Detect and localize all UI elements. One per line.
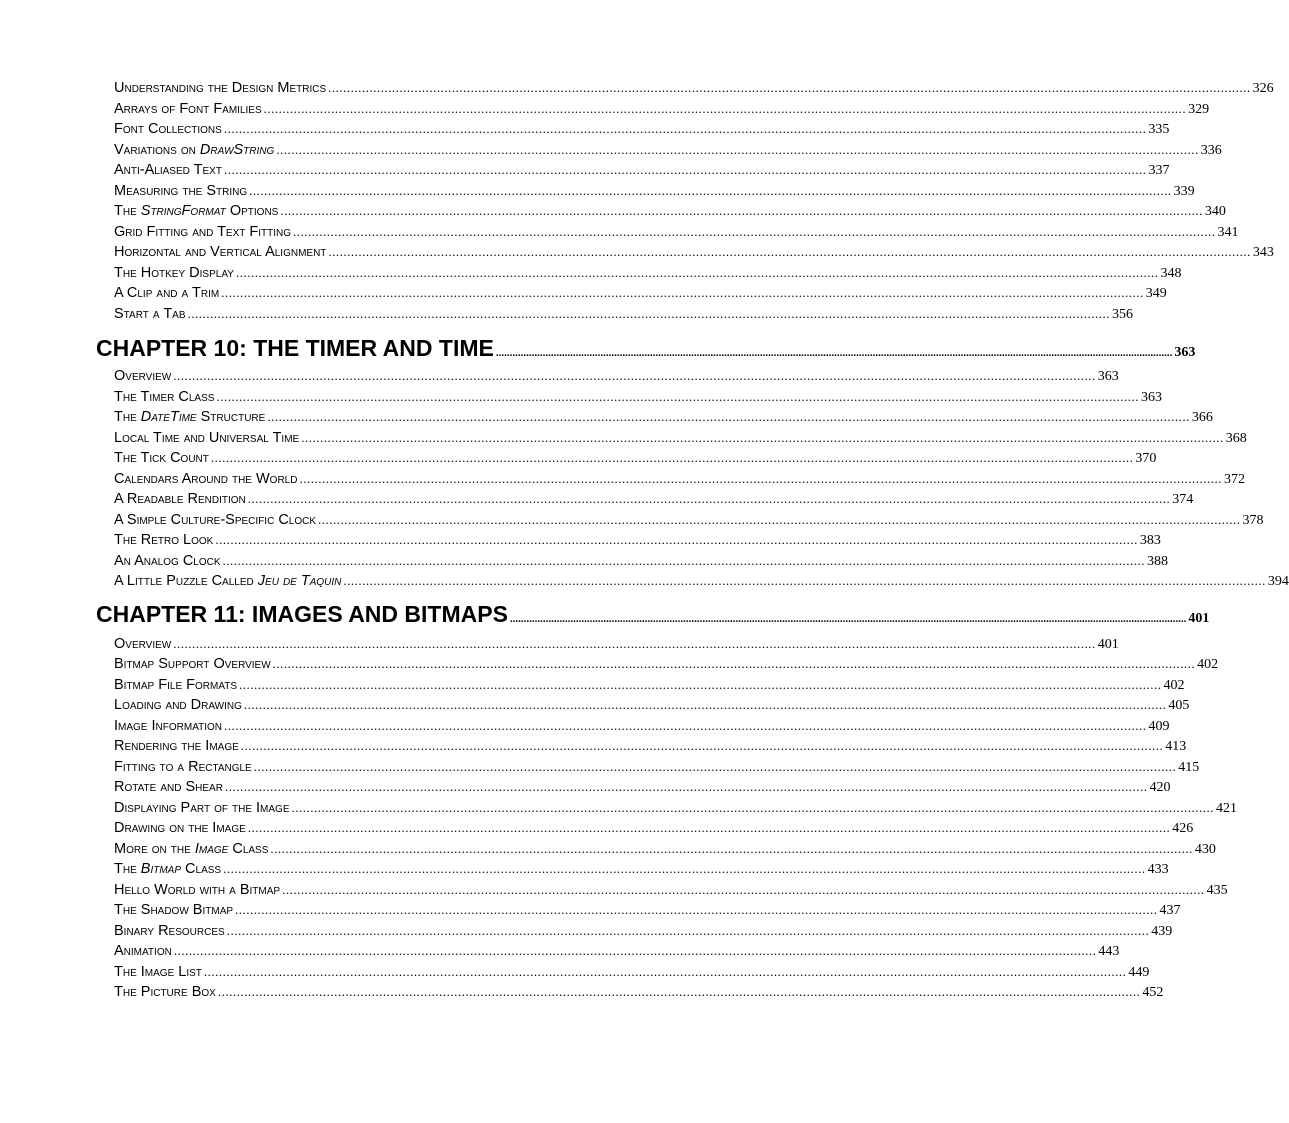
dot-leader: ...................................................................................................................................................................................................................................................... xyxy=(293,224,1216,239)
dot-leader: ...................................................................................................................................................................................................................................................... xyxy=(328,80,1251,95)
page-number: 335 xyxy=(1148,122,1170,137)
toc-entry-title xyxy=(114,861,221,877)
title-text: The Hotkey Display xyxy=(114,265,234,281)
toc-entry[interactable] xyxy=(114,224,1239,241)
title-text: The Shadow Bitmap xyxy=(114,902,234,918)
toc-entry-title xyxy=(114,656,271,672)
toc-entry-title xyxy=(114,882,280,898)
toc-entry[interactable] xyxy=(114,697,1190,714)
toc-entry-title xyxy=(114,244,326,260)
dot-leader: ...................................................................................................................................................................................................................................................... xyxy=(173,636,1096,651)
dot-leader: ...................................................................................................................................................................................................................................................... xyxy=(215,532,1138,547)
toc-entry-title xyxy=(114,923,225,939)
page-number: 370 xyxy=(1135,451,1157,466)
toc-entry[interactable] xyxy=(114,450,1157,467)
page-number: 349 xyxy=(1145,286,1167,301)
title-text: Anti-Aliased Text xyxy=(114,162,222,178)
dot-leader: ...................................................................................................................................................................................................................................................... xyxy=(223,121,1147,136)
toc-entry-title xyxy=(114,162,222,178)
page-number: 439 xyxy=(1151,924,1173,939)
page-number: 402 xyxy=(1163,678,1185,693)
toc-entry-title xyxy=(114,203,278,219)
dot-leader: ...................................................................................................................................................................................................................................................... xyxy=(301,430,1224,445)
dot-leader: ...................................................................................................................................................................................................................................................... xyxy=(217,984,1141,999)
page-number: 437 xyxy=(1159,903,1181,918)
title-italic-text: Image xyxy=(194,841,229,857)
toc-entry-title xyxy=(114,409,265,425)
dot-leader: ...................................................................................................................................................................................................................................................... xyxy=(173,943,1097,958)
page-number: 449 xyxy=(1128,965,1150,980)
chapter-title xyxy=(96,601,508,628)
page-number: 366 xyxy=(1191,410,1213,425)
toc-entry[interactable] xyxy=(114,573,1289,590)
dot-leader: ...................................................................................................................................................................................................................................................... xyxy=(247,820,1171,835)
toc-entry-title xyxy=(114,389,214,405)
toc-entry-title xyxy=(114,80,326,96)
page-number: 363 xyxy=(1140,390,1162,405)
toc-entry-title xyxy=(114,841,268,857)
page-number: 336 xyxy=(1200,143,1222,158)
toc-entry-title xyxy=(114,697,242,713)
toc-entry[interactable] xyxy=(114,491,1194,508)
toc-entry-title xyxy=(114,553,221,569)
toc-entry[interactable] xyxy=(114,759,1200,776)
title-text: Loading and Drawing xyxy=(114,697,242,713)
toc-entry[interactable] xyxy=(114,101,1210,118)
dot-leader: ...................................................................................................................................................................................................................................................... xyxy=(263,101,1187,116)
page-number: 413 xyxy=(1165,739,1187,754)
title-text: The Retro Look xyxy=(114,532,214,548)
toc-entry-title xyxy=(114,512,316,528)
page-number: 368 xyxy=(1225,431,1247,446)
title-text: Bitmap File Formats xyxy=(114,677,238,693)
dot-leader: ...................................................................................................................................................................................................................................................... xyxy=(291,800,1214,815)
toc-entry-title xyxy=(114,285,219,301)
toc-entry[interactable] xyxy=(114,142,1222,159)
title-text: The xyxy=(114,203,141,219)
toc-entry[interactable] xyxy=(114,902,1181,919)
toc-entry[interactable] xyxy=(114,841,1216,858)
dot-leader: ...................................................................................................................................................................................................................................................... xyxy=(223,861,1146,876)
toc-entry-title xyxy=(114,450,209,466)
title-text-suffix: Class xyxy=(228,841,269,857)
title-text: Rotate and Shear xyxy=(114,779,223,795)
dot-leader: ...................................................................................................................................................................................................................................................... xyxy=(240,738,1164,753)
toc-entry-title xyxy=(114,430,299,446)
dot-leader: ...................................................................................................................................................................................................................................................... xyxy=(226,923,1150,938)
page-number: 340 xyxy=(1204,204,1226,219)
toc-entry-title xyxy=(114,121,222,137)
dot-leader: ...................................................................................................................................................................................................................................................... xyxy=(224,779,1148,794)
toc-entry[interactable] xyxy=(114,430,1247,447)
title-text: A Clip and a Trim xyxy=(114,285,220,301)
toc-entry[interactable] xyxy=(114,409,1213,426)
title-text: An Analog Clock xyxy=(114,553,221,569)
dot-leader: ...................................................................................................................................................................................................................................................... xyxy=(272,656,1196,671)
title-text: A Little Puzzle Called xyxy=(114,573,258,589)
chapter-heading[interactable] xyxy=(96,335,1196,362)
dot-leader: ...................................................................................................................................................................................................................................................... xyxy=(235,902,1158,917)
toc-entry[interactable] xyxy=(114,306,1134,323)
chapter-title xyxy=(96,335,494,362)
title-text: The Timer Class xyxy=(114,389,215,405)
toc-entry-title xyxy=(114,902,233,918)
title-text: Bitmap Support Overview xyxy=(114,656,271,672)
toc-entry-title xyxy=(114,718,222,734)
dot-leader: ...................................................................................................................................................................................................................................................... xyxy=(203,964,1127,979)
toc-entry-title xyxy=(114,800,290,816)
dot-leader: ...................................................................................................................................................................................................................................................... xyxy=(243,697,1167,712)
page-number: 452 xyxy=(1142,985,1164,1000)
title-text: Horizontal and Vertical Alignment xyxy=(114,244,327,260)
toc-entry-title xyxy=(114,224,291,240)
toc-entry[interactable] xyxy=(114,203,1226,220)
chapter-heading[interactable] xyxy=(96,601,1210,628)
title-text: Local Time and Universal Time xyxy=(114,430,300,446)
title-text: Image Information xyxy=(114,718,223,734)
toc-entry-title xyxy=(114,265,234,281)
dot-leader: ...................................................................................................................................................................................................................................................... xyxy=(276,142,1199,157)
page-number: 394 xyxy=(1267,574,1289,589)
toc-entry[interactable] xyxy=(114,861,1169,878)
page-number: 341 xyxy=(1217,225,1239,240)
toc-entry[interactable] xyxy=(114,553,1169,570)
dot-leader: ...................................................................................................................................................................................................................................................... xyxy=(222,553,1146,568)
toc-entry[interactable] xyxy=(114,943,1120,960)
dot-leader: ...................................................................................................................................................................................................................................................... xyxy=(221,285,1144,300)
toc-entry[interactable] xyxy=(114,677,1185,694)
title-text: Understanding the Design Metrics xyxy=(114,80,327,96)
page-number: 363 xyxy=(1097,369,1119,384)
toc-entry[interactable] xyxy=(114,368,1119,385)
title-text: Displaying Part of the Image xyxy=(114,800,290,816)
title-text: Font Collections xyxy=(114,121,222,137)
toc-entry-title xyxy=(114,183,247,199)
page-number: 443 xyxy=(1098,944,1120,959)
title-italic-text: DateTime xyxy=(140,409,197,425)
toc-entry[interactable] xyxy=(114,80,1274,97)
title-text: More on the xyxy=(114,841,195,857)
toc-entry[interactable] xyxy=(114,512,1264,529)
title-text: CHAPTER 10: THE TIMER AND TIME xyxy=(96,335,494,361)
toc-entry[interactable] xyxy=(114,162,1170,179)
toc-entry-title xyxy=(114,820,246,836)
toc-entry[interactable] xyxy=(114,285,1167,302)
title-text: Calendars Around the World xyxy=(114,471,298,487)
page-number: 402 xyxy=(1197,657,1219,672)
toc-entry[interactable] xyxy=(114,244,1274,261)
toc-entry-title xyxy=(114,532,213,548)
title-text-suffix: Options xyxy=(225,203,279,219)
page-number: 433 xyxy=(1147,862,1169,877)
title-text: CHAPTER 11: IMAGES AND BITMAPS xyxy=(96,601,508,627)
dot-leader: ...................................................................................................................................................................................................................................................... xyxy=(282,882,1205,897)
page-number: 383 xyxy=(1139,533,1161,548)
dot-leader: ...................................................................................................................................................................................................................................................... xyxy=(247,491,1171,506)
toc-entry-title xyxy=(114,142,274,158)
page-number: 426 xyxy=(1172,821,1194,836)
title-text-suffix: Class xyxy=(181,861,222,877)
toc-entry-title xyxy=(114,306,186,322)
page-number: 363 xyxy=(1174,345,1196,360)
toc-entry-title xyxy=(114,368,171,384)
toc-entry-title xyxy=(114,984,216,1000)
title-text: Measuring the String xyxy=(114,183,248,199)
dot-leader: ...................................................................................................................................................................................................................................................... xyxy=(239,677,1162,692)
dot-leader: ...................................................................................................................................................................................................................................................... xyxy=(235,265,1159,280)
toc-entry-title xyxy=(114,759,252,775)
page-number: 337 xyxy=(1148,163,1170,178)
dot-leader: ...................................................................................................................................................................................................................................................... xyxy=(280,203,1203,218)
dot-leader: ...................................................................................................................................................................................................................................................... xyxy=(223,162,1147,177)
dot-leader: ...................................................................................................................................................................................................................................................... xyxy=(216,389,1139,404)
toc-entry[interactable] xyxy=(114,471,1245,488)
dot-leader: ...................................................................................................................................................................................................................................................... xyxy=(267,409,1190,424)
page-number: 372 xyxy=(1223,472,1245,487)
toc-entry[interactable] xyxy=(114,265,1182,282)
title-text: Variations on xyxy=(114,142,200,158)
title-text: Drawing on the Image xyxy=(114,820,246,836)
title-text-suffix: Structure xyxy=(196,409,266,425)
toc-entry-title xyxy=(114,573,341,589)
page-number: 415 xyxy=(1178,760,1200,775)
title-text: Fitting to a Rectangle xyxy=(114,759,252,775)
page-number: 421 xyxy=(1216,801,1237,816)
dot-leader: ...................................................................................................................................................................................................................................................... xyxy=(509,613,1187,625)
toc-entry-title xyxy=(114,636,171,652)
page-number: 430 xyxy=(1194,842,1216,857)
page-number: 401 xyxy=(1188,611,1210,626)
toc-entry[interactable] xyxy=(114,183,1195,200)
toc-entry[interactable] xyxy=(114,800,1237,817)
title-text: Grid Fitting and Text Fitting xyxy=(114,224,292,240)
title-italic-text: StringFormat xyxy=(140,203,226,219)
page-number: 374 xyxy=(1172,492,1194,507)
page-number: 343 xyxy=(1252,245,1274,260)
page-number: 435 xyxy=(1206,883,1228,898)
title-text: Arrays of Font Families xyxy=(114,101,262,117)
title-text: A Simple Culture-Specific Clock xyxy=(114,512,317,528)
toc-entry-title xyxy=(114,738,239,754)
title-text: A Readable Rendition xyxy=(114,491,246,507)
toc-entry[interactable] xyxy=(114,964,1150,981)
dot-leader: ...................................................................................................................................................................................................................................................... xyxy=(343,573,1266,588)
dot-leader: ...................................................................................................................................................................................................................................................... xyxy=(224,718,1147,733)
title-italic-text: Bitmap xyxy=(140,861,182,877)
dot-leader: ...................................................................................................................................................................................................................................................... xyxy=(318,512,1241,527)
title-italic-text: Jeu de Taquin xyxy=(257,573,342,589)
title-text: Hello World with a Bitmap xyxy=(114,882,281,898)
title-text: The xyxy=(114,861,141,877)
dot-leader: ...................................................................................................................................................................................................................................................... xyxy=(187,306,1111,321)
dot-leader: ...................................................................................................................................................................................................................................................... xyxy=(253,759,1177,774)
toc-entry[interactable] xyxy=(114,121,1170,138)
page-number: 405 xyxy=(1168,698,1190,713)
toc-entry[interactable] xyxy=(114,882,1228,899)
toc-entry-title xyxy=(114,779,223,795)
toc-entry[interactable] xyxy=(114,984,1164,1001)
title-text: Animation xyxy=(114,943,172,959)
toc-entry[interactable] xyxy=(114,718,1170,735)
page-number: 388 xyxy=(1147,554,1169,569)
toc-entry-title xyxy=(114,491,246,507)
dot-leader: ...................................................................................................................................................................................................................................................... xyxy=(328,244,1251,259)
title-text: Rendering the Image xyxy=(114,738,239,754)
dot-leader: ...................................................................................................................................................................................................................................................... xyxy=(299,471,1222,486)
title-italic-text: DrawString xyxy=(199,142,275,158)
page-number: 326 xyxy=(1252,81,1274,96)
toc-entry[interactable] xyxy=(114,779,1171,796)
title-text: The Tick Count xyxy=(114,450,209,466)
title-text: The Image List xyxy=(114,964,202,980)
dot-leader: ...................................................................................................................................................................................................................................................... xyxy=(270,841,1193,856)
toc-entry[interactable] xyxy=(114,738,1187,755)
toc-entry-title xyxy=(114,943,172,959)
toc-entry[interactable] xyxy=(114,636,1119,653)
dot-leader: ...................................................................................................................................................................................................................................................... xyxy=(210,450,1134,465)
toc-entry-title xyxy=(114,471,297,487)
toc-entry[interactable] xyxy=(114,532,1161,549)
title-text: Binary Resources xyxy=(114,923,225,939)
page-number: 420 xyxy=(1149,780,1171,795)
title-text: Overview xyxy=(114,636,172,652)
toc-entry-title xyxy=(114,101,262,117)
toc-entry[interactable] xyxy=(114,820,1194,837)
title-text: Start a Tab xyxy=(114,306,186,322)
toc-entry[interactable] xyxy=(114,923,1173,940)
page-number: 378 xyxy=(1242,513,1264,528)
dot-leader: ...................................................................................................................................................................................................................................................... xyxy=(249,183,1172,198)
page-number: 348 xyxy=(1160,266,1182,281)
title-text: Overview xyxy=(114,368,172,384)
toc-entry[interactable] xyxy=(114,389,1162,406)
page-number: 329 xyxy=(1188,102,1210,117)
page-number: 401 xyxy=(1097,637,1119,652)
title-text: The xyxy=(114,409,141,425)
page-number: 356 xyxy=(1112,307,1134,322)
page-number: 409 xyxy=(1148,719,1170,734)
dot-leader: ...................................................................................................................................................................................................................................................... xyxy=(173,368,1096,383)
title-text: The Picture Box xyxy=(114,984,216,1000)
toc-entry[interactable] xyxy=(114,656,1219,673)
page-number: 339 xyxy=(1173,184,1195,199)
toc-entry-title xyxy=(114,677,237,693)
toc-entry-title xyxy=(114,964,202,980)
dot-leader: ...................................................................................................................................................................................................................................................... xyxy=(495,347,1173,359)
